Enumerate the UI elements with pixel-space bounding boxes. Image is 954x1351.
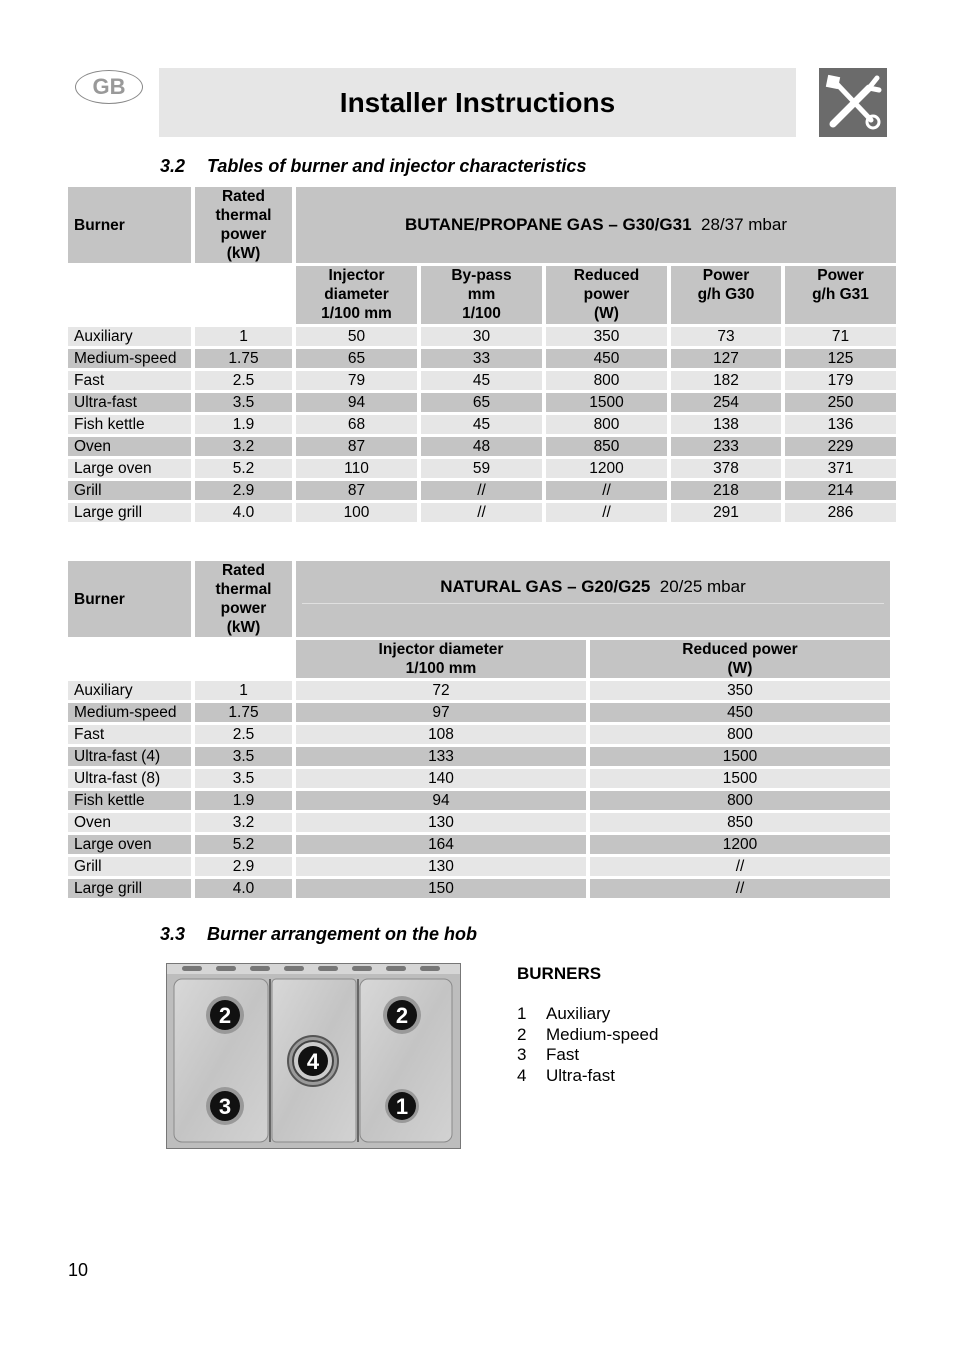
table-cell: 350 — [546, 327, 667, 346]
table-cell: // — [421, 503, 542, 522]
subheader-reduced-power: Reduced power (W) — [590, 640, 890, 678]
table-row — [68, 393, 896, 412]
table-cell: 291 — [671, 503, 781, 522]
burner-marker-auxiliary — [385, 1089, 419, 1123]
table-cell: 87 — [296, 481, 417, 500]
table-cell: 5.2 — [195, 835, 292, 854]
subheader-power-g31: Power g/h G31 — [785, 266, 896, 324]
burner-name-cell: Large oven — [68, 835, 191, 854]
table-cell: 1500 — [590, 769, 890, 788]
table-cell: 127 — [671, 349, 781, 368]
page-number: 10 — [68, 1260, 89, 1280]
burner-name-cell: Ultra-fast — [68, 393, 191, 412]
table-cell: 1 — [195, 681, 292, 700]
table-cell: 164 — [296, 835, 586, 854]
table-row — [68, 415, 896, 434]
butane-propane-rows — [68, 327, 896, 522]
table-cell: 350 — [590, 681, 890, 700]
table-cell: 87 — [296, 437, 417, 456]
table-cell: 3.2 — [195, 813, 292, 832]
table-row — [68, 879, 890, 898]
table-cell: 286 — [785, 503, 896, 522]
col-header-burner: Burner — [68, 187, 191, 263]
table-cell: 3.5 — [195, 769, 292, 788]
col-header-rated-power: Rated thermal power (kW) — [195, 187, 292, 263]
natural-gas-rows — [68, 681, 890, 898]
subheader-bypass: By-pass mm 1/100 — [421, 266, 542, 324]
table-cell: 140 — [296, 769, 586, 788]
burner-name-cell: Large grill — [68, 503, 191, 522]
burners-legend-title: BURNERS — [517, 964, 602, 983]
table-cell: 71 — [785, 327, 896, 346]
burner-name-cell: Medium-speed — [68, 703, 191, 722]
table-cell: 59 — [421, 459, 542, 478]
burner-name-cell: Auxiliary — [68, 681, 191, 700]
burner-name-cell: Oven — [68, 813, 191, 832]
table-cell: 94 — [296, 393, 417, 412]
page-title: Installer Instructions — [339, 86, 616, 118]
table-cell: 136 — [785, 415, 896, 434]
table-cell: 2.5 — [195, 725, 292, 744]
legend-item: 2 Medium-speed — [517, 1024, 659, 1044]
table-cell: 4.0 — [195, 503, 292, 522]
table-cell: 450 — [590, 703, 890, 722]
table-cell: 229 — [785, 437, 896, 456]
table-cell: 2.9 — [195, 481, 292, 500]
legend-item: 1 Auxiliary — [517, 1004, 611, 1023]
svg-text:4: 4 — [306, 1049, 320, 1074]
burner-name-cell: Ultra-fast (4) — [68, 747, 191, 766]
table-cell: 1.9 — [195, 791, 292, 810]
table-cell: 150 — [296, 879, 586, 898]
table-cell: 3.2 — [195, 437, 292, 456]
table-cell: 50 — [296, 327, 417, 346]
gas-type-header: BUTANE/PROPANE GAS – G30/G31 28/37 mbar — [296, 187, 896, 263]
burner-name-cell: Auxiliary — [68, 327, 191, 346]
subheader-power-g30: Power g/h G30 — [671, 266, 781, 324]
svg-text:1: 1 — [395, 1094, 409, 1119]
table-cell: 233 — [671, 437, 781, 456]
table-cell: 800 — [590, 725, 890, 744]
table-row — [68, 835, 890, 854]
burner-marker-ultra-fast — [288, 1036, 338, 1086]
table-cell: 1200 — [590, 835, 890, 854]
table-cell: 1.9 — [195, 415, 292, 434]
table-row — [68, 769, 890, 788]
svg-text:2: 2 — [395, 1003, 409, 1028]
table-cell: 72 — [296, 681, 586, 700]
burner-name-cell: Ultra-fast (8) — [68, 769, 191, 788]
section-heading-3-2: 3.2 Tables of burner and injector characteristics — [160, 156, 587, 176]
table-row — [68, 349, 896, 368]
table-cell: // — [590, 857, 890, 876]
table-cell: 1500 — [590, 747, 890, 766]
table-row — [68, 857, 890, 876]
natural-gas-table — [64, 558, 894, 901]
table-cell: 138 — [671, 415, 781, 434]
table-cell: 110 — [296, 459, 417, 478]
table-cell: 30 — [421, 327, 542, 346]
table-row — [68, 813, 890, 832]
burner-name-cell: Large grill — [68, 879, 191, 898]
table-row — [68, 327, 896, 346]
table-cell: 1.75 — [195, 349, 292, 368]
gas-type-header: NATURAL GAS – G20/G25 20/25 mbar — [296, 561, 890, 637]
table-cell: 214 — [785, 481, 896, 500]
table-cell: 218 — [671, 481, 781, 500]
table-cell: 125 — [785, 349, 896, 368]
burner-name-cell: Large oven — [68, 459, 191, 478]
table-cell: // — [590, 879, 890, 898]
table-row — [68, 791, 890, 810]
table-cell: 5.2 — [195, 459, 292, 478]
burner-name-cell: Grill — [68, 481, 191, 500]
table-row — [68, 747, 890, 766]
svg-text:2: 2 — [218, 1003, 232, 1028]
table-cell: 2.5 — [195, 371, 292, 390]
table-cell: 1 — [195, 327, 292, 346]
table-cell: 108 — [296, 725, 586, 744]
table-cell: 450 — [546, 349, 667, 368]
burner-name-cell: Fish kettle — [68, 791, 191, 810]
table-cell: 45 — [421, 371, 542, 390]
table-cell: 48 — [421, 437, 542, 456]
table-cell: 850 — [546, 437, 667, 456]
burner-name-cell: Medium-speed — [68, 349, 191, 368]
table-cell: 182 — [671, 371, 781, 390]
table-cell: 65 — [296, 349, 417, 368]
subheader-reduced-power: Reduced power (W) — [546, 266, 667, 324]
table-cell: 850 — [590, 813, 890, 832]
svg-text:3: 3 — [218, 1094, 232, 1119]
table-row — [68, 681, 890, 700]
col-header-rated-power: Rated thermal power (kW) — [195, 561, 292, 637]
subheader-injector-diameter: Injector diameter 1/100 mm — [296, 266, 417, 324]
table-cell: // — [546, 481, 667, 500]
burner-name-cell: Fast — [68, 725, 191, 744]
table-cell: 3.5 — [195, 393, 292, 412]
table-cell: 800 — [546, 371, 667, 390]
table-cell: 130 — [296, 857, 586, 876]
legend-item: 4 Ultra-fast — [517, 1065, 615, 1085]
table-cell: 79 — [296, 371, 417, 390]
table-row — [68, 481, 896, 500]
table-cell: 1500 — [546, 393, 667, 412]
subheader-injector-diameter: Injector diameter 1/100 mm — [296, 640, 586, 678]
table-cell: // — [546, 503, 667, 522]
table-cell: 250 — [785, 393, 896, 412]
table-row — [68, 459, 896, 478]
burner-name-cell: Fish kettle — [68, 415, 191, 434]
table-row — [68, 371, 896, 390]
table-row — [68, 437, 896, 456]
table-cell: // — [421, 481, 542, 500]
table-cell: 68 — [296, 415, 417, 434]
gb-badge: GB — [75, 70, 143, 104]
burner-marker-fast — [206, 1087, 244, 1125]
table-cell: 130 — [296, 813, 586, 832]
hob-diagram — [166, 963, 461, 1149]
burner-marker-medium-speed-right — [383, 996, 421, 1034]
col-header-burner: Burner — [68, 561, 191, 637]
table-cell: 800 — [590, 791, 890, 810]
table-cell: 254 — [671, 393, 781, 412]
burner-name-cell: Oven — [68, 437, 191, 456]
table-row — [68, 703, 890, 722]
burner-marker-medium-speed-left — [206, 996, 244, 1034]
legend-item: 3 Fast — [517, 1045, 580, 1064]
table-cell: 65 — [421, 393, 542, 412]
table-cell: 1200 — [546, 459, 667, 478]
table-cell: 33 — [421, 349, 542, 368]
table-cell: 1.75 — [195, 703, 292, 722]
table-cell: 800 — [546, 415, 667, 434]
burners-legend — [517, 964, 658, 1086]
table-cell: 73 — [671, 327, 781, 346]
table-cell: 97 — [296, 703, 586, 722]
table-row — [68, 503, 896, 522]
table-cell: 45 — [421, 415, 542, 434]
table-cell: 371 — [785, 459, 896, 478]
table-cell: 100 — [296, 503, 417, 522]
table-cell: 133 — [296, 747, 586, 766]
table-cell: 2.9 — [195, 857, 292, 876]
butane-propane-table — [64, 184, 900, 525]
burner-name-cell: Fast — [68, 371, 191, 390]
table-cell: 378 — [671, 459, 781, 478]
table-cell: 179 — [785, 371, 896, 390]
wrench-screwdriver-icon — [819, 68, 887, 137]
table-cell: 94 — [296, 791, 586, 810]
table-cell: 4.0 — [195, 879, 292, 898]
table-cell: 3.5 — [195, 747, 292, 766]
table-row — [68, 725, 890, 744]
burner-name-cell: Grill — [68, 857, 191, 876]
section-heading-3-3: 3.3 Burner arrangement on the hob — [160, 924, 478, 944]
page-header — [159, 68, 796, 137]
